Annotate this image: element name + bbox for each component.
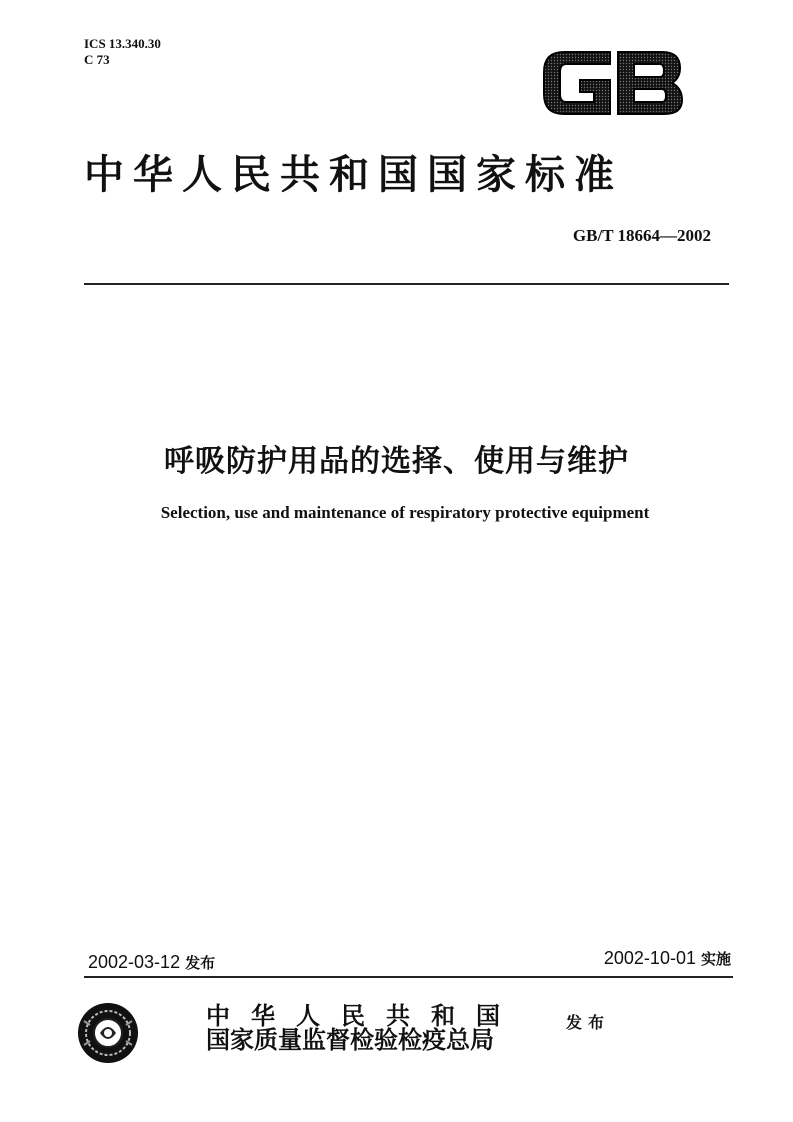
ccs-code: C 73 (84, 52, 110, 67)
gb-logo (538, 44, 686, 122)
publish-label: 发布 (566, 1013, 611, 1032)
implementation-date-line (604, 948, 731, 969)
document-title-english: Selection, use and maintenance of respiratory protective equipment (160, 503, 650, 522)
issuer-line-1: 中华人民共和国 (206, 1002, 521, 1030)
official-seal-emblem (76, 1001, 140, 1065)
standard-number: GB/T 18664—2002 (572, 226, 711, 245)
implement-date: 2002-10-01 (603, 948, 696, 968)
footer-divider (84, 976, 733, 978)
issue-label: 发布 (185, 954, 216, 972)
issuer-line-2: 国家质量监督检验检疫总局 (206, 1026, 494, 1054)
issue-date: 2002-03-12 (88, 952, 181, 972)
issue-date-line (88, 952, 215, 973)
document-title-chinese: 呼吸防护用品的选择、使用与维护 (164, 444, 629, 479)
classification-codes (84, 36, 161, 68)
header-divider (84, 283, 729, 285)
national-standard-heading: 中华人民共和国国家标准 (84, 152, 623, 198)
implement-label: 实施 (700, 950, 731, 968)
ics-code: ICS 13.340.30 (84, 36, 161, 51)
